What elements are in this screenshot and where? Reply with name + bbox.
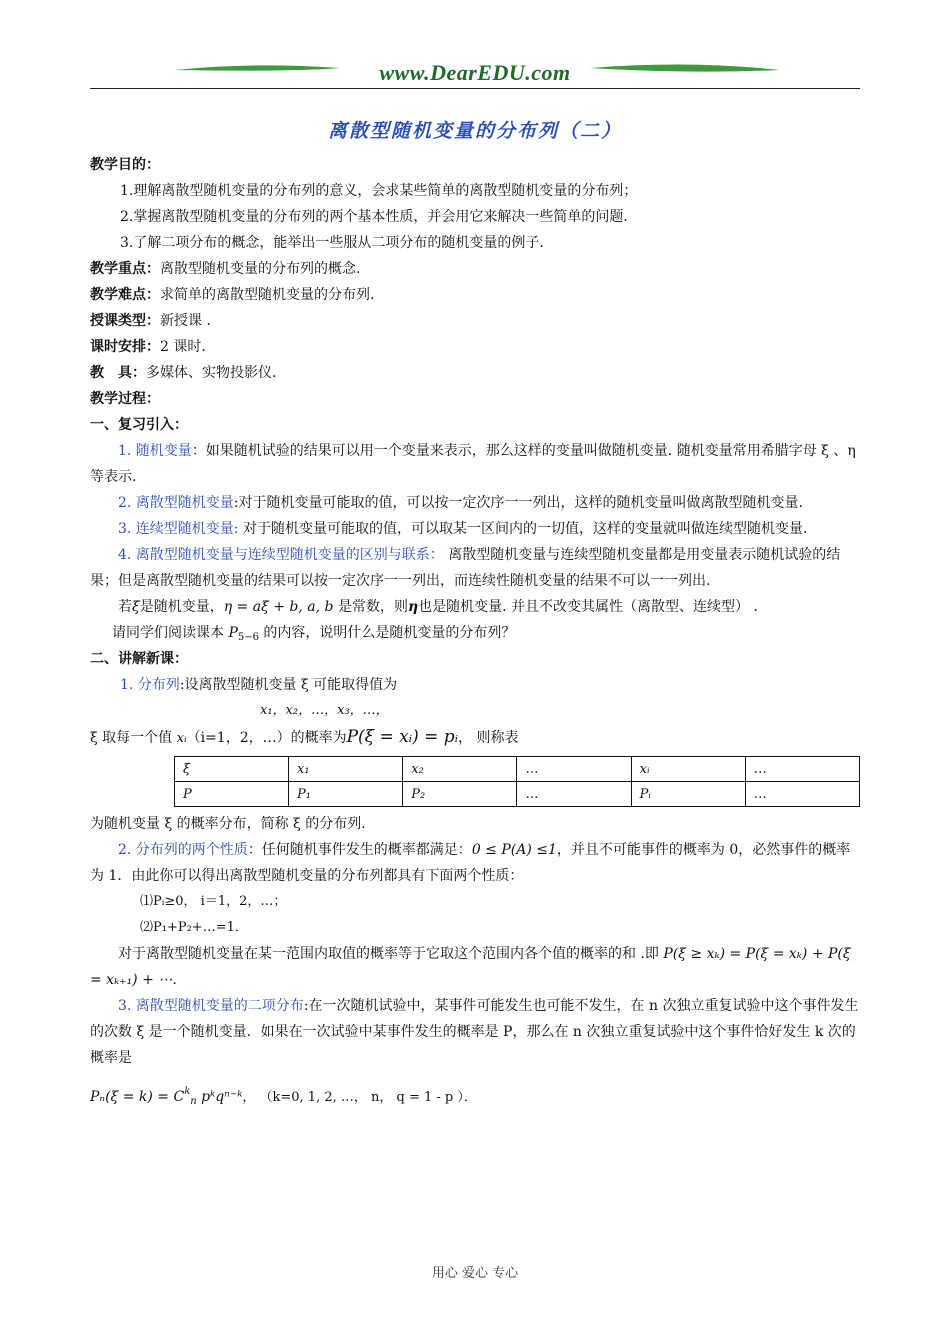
term-binomial: 3. 离散型随机变量的二项分布 [118,998,304,1014]
meta-row [90,334,860,360]
table-cell: P₂ [403,782,517,807]
term-continuous: 3. 连续型随机变量: [118,521,239,537]
objective-item: 3.了解二项分布的概念，能举出一些服从二项分布的随机变量的例子． [120,235,554,251]
linear-transform-note: 若ξ是随机变量，η = aξ + b, a, b 是常数，则η也是随机变量. 并且不改变其属性（离散型、连续型） ． [118,599,768,615]
objective-item: 2.掌握离散型随机变量的分布列的两个基本性质，并会用它来解决一些简单的问题． [120,209,638,225]
page-footer: 用心 爱心 专心 [431,1266,519,1281]
meta-label: 课时安排： [90,339,160,355]
table-cell: P [175,782,289,807]
term-discrete: 2. 离散型随机变量 [118,495,234,511]
meta-label: 教学难点： [90,287,160,303]
document-body [90,152,860,1105]
term-random-variable: 1. 随机变量 [118,443,192,459]
process-heading: 教学过程： [90,391,160,407]
meta-value: 新授课 ． [160,313,221,329]
table-cell: … [745,782,859,807]
def-distribution: 1. 分布列:设离散型随机变量 ξ 可能取得值为 [120,677,398,693]
table-cell: P₁ [289,782,403,807]
site-header [90,58,860,92]
property-2: ⑵P₁+P₂+…=1． [140,920,248,935]
binomial-formula: $P_n(\xi = k) = C^k_n$ pᵏqⁿ⁻ᵏ， （k=0, 1, 2, …， n， q = 1 - p ）． [90,1086,477,1107]
def-probability-line: ξ 取每一个值 xᵢ（i=1，2，…）的概率为P(ξ = xᵢ) = pᵢ， 则称表 [90,727,519,747]
reading-prompt: 请同学们阅读课本 $P_{5-6}$ 的内容，说明什么是随机变量的分布列？ [112,625,516,643]
meta-value: 离散型随机变量的分布列的概念. [160,261,361,277]
term-distribution: 1. 分布列 [120,677,180,693]
table-row [175,782,860,807]
review-item-4: 4. 离散型随机变量与连续型随机变量的区别与联系： 离散型随机变量与连续型随机变量都是用变量表示随机试验的结果；但是离散型随机变量的结果可以按一定次序一一列出，而连续性随机变量的结果不可以一一列出. [90,547,841,589]
distribution-table [174,756,860,807]
newlesson-heading: 二、讲解新课： [90,651,188,667]
table-cell: xᵢ [631,757,745,782]
meta-value: 求简单的离散型随机变量的分布列. [160,287,375,303]
review-item-1: 1. 随机变量：如果随机试验的结果可以用一个变量来表示，那么这样的变量叫做随机变量. 随机变量常用希腊字母 ξ 、η 等表示. [90,443,856,485]
review-heading: 一、复习引入： [90,417,188,433]
meta-row [90,256,860,282]
meta-row [90,308,860,334]
term-properties: 2. 分布列的两个性质 [118,842,248,858]
meta-value: 2 课时． [160,339,216,355]
property-1: ⑴Pᵢ≥0， i＝1，2，…； [140,894,287,909]
table-row [175,757,860,782]
objective-item: 1.理解离散型随机变量的分布列的意义，会求某些简单的离散型随机变量的分布列； [120,183,638,199]
term-difference: 4. 离散型随机变量与连续型随机变量的区别与联系： [118,547,444,563]
header-rule [90,88,860,89]
meta-label: 教学重点： [90,261,160,277]
site-logo[interactable]: www.DearEDU.com [379,60,571,85]
review-item-3: 3. 连续型随机变量: 对于随机变量可能取的值，可以取某一区间内的一切值，这样的变量就叫做连续型随机变量. [118,521,808,537]
review-item-2: 2. 离散型随机变量:对于随机变量可能取的值，可以按一定次序一一列出，这样的随机变量叫做离散型随机变量. [118,495,803,511]
table-cell: … [517,757,631,782]
table-cell: x₂ [403,757,517,782]
table-cell: … [745,757,859,782]
meta-row [90,360,860,386]
after-table-text: 为随机变量 ξ 的概率分布，简称 ξ 的分布列． [90,816,376,832]
table-cell: Pᵢ [631,782,745,807]
objectives-heading: 教学目的： [90,157,160,173]
page-title: 离散型随机变量的分布列（二） [327,120,622,142]
properties-paragraph: 2. 分布列的两个性质：任何随机事件发生的概率都满足：0 ≤ P(A) ≤1，并且不可能事件的概率为 0，必然事件的概率为 1．由此你可以得出离散型随机变量的分布列都具有下面两个性质： [90,842,851,884]
meta-value: 多媒体、实物投影仪． [146,365,286,381]
meta-row [90,282,860,308]
sum-paragraph: 对于离散型随机变量在某一范围内取值的概率等于它取这个范围内各个值的概率的和 .即 P(ξ ≥ xₖ) = P(ξ = xₖ) + P(ξ = xₖ₊₁) + ⋯． [90,946,851,988]
binomial-paragraph: 3. 离散型随机变量的二项分布:在一次随机试验中，某事件可能发生也可能不发生，在 n 次独立重复试验中这个事件发生的次数 ξ 是一个随机变量．如果在一次试验中某事件发生的概率是 P，那么在 n 次独立重复试验中这个事件恰好发生 k 次的概率是 [90,998,859,1066]
values-list: x₁，x₂，…，x₃，…， [260,703,389,718]
table-cell: x₁ [289,757,403,782]
meta-label: 授课类型： [90,313,160,329]
table-cell: … [517,782,631,807]
table-cell: ξ [175,757,289,782]
meta-label: 教 具： [90,365,146,381]
